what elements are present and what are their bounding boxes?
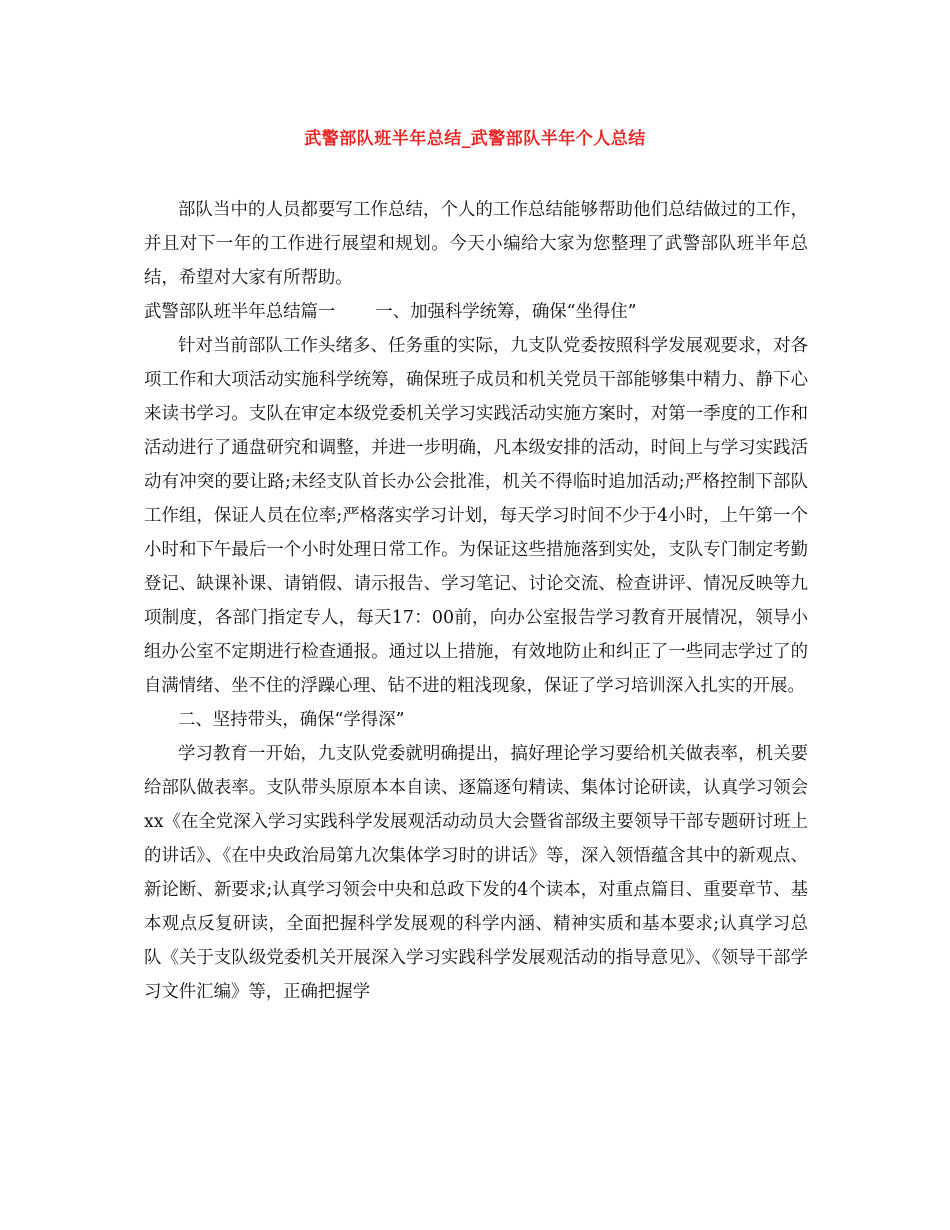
section-line xyxy=(144,295,808,329)
paragraph-2: 学习教育一开始，九支队党委就明确提出，搞好理论学习要给机关做表率，机关要给部队做表率。支队带头原原本本自读、逐篇逐句精读、集体讨论研读，认真学习领会xx《在全党深入学习实践科学发展观活动动员大会暨省部级主要领导干部专题研讨班上的讲话》、《在中央政治局第九次集体学习时的讲话》等，深入领悟蕴含其中的新观点、新论断、新要求;认真学习领会中央和总政下发的4个读本，对重点篇目、重要章节、基本观点反复研读，全面把握科学发展观的科学内涵、精神实质和基本要求;认真学习总队《关于支队级党委机关开展深入学习实践科学发展观活动的指导意见》、《领导干部学习文件汇编》等，正确把握学 xyxy=(144,744,808,1002)
heading-1: 一、加强科学统筹，确保“坐得住” xyxy=(375,302,637,322)
intro-paragraph: 部队当中的人员都要写工作总结，个人的工作总结能够帮助他们总结做过的工作，并且对下一年的工作进行展望和规划。今天小编给大家为您整理了武警部队班半年总结，希望对大家有所帮助。 xyxy=(144,200,808,288)
paragraph-1: 针对当前部队工作头绪多、任务重的实际，九支队党委按照科学发展观要求，对各项工作和大项活动实施科学统筹，确保班子成员和机关党员干部能够集中精力、静下心来读书学习。支队在审定本级党委机关学习实践活动实施方案时，对第一季度的工作和活动进行了通盘研究和调整，并进一步明确，凡本级安排的活动，时间上与学习实践活动有冲突的要让路;未经支队首长办公会批准，机关不得临时追加活动;严格控制下部队工作组，保证人员在位率;严格落实学习计划，每天学习时间不少于4小时，上午第一个小时和下午最后一个小时处理日常工作。为保证这些措施落到实处，支队专门制定考勤登记、缺课补课、请销假、请示报告、学习笔记、讨论交流、检查讲评、情况反映等九项制度，各部门指定专人，每天17：00前，向办公室报告学习教育开展情况，领导小组办公室不定期进行检查通报。通过以上措施，有效地防止和纠正了一些同志学过了的自满情绪、坐不住的浮躁心理、钻不进的粗浅现象，保证了学习培训深入扎实的开展。 xyxy=(144,336,808,696)
heading-2: 二、坚持带头，确保“学得深” xyxy=(178,710,405,730)
document-body xyxy=(144,193,808,1009)
section-label: 武警部队班半年总结篇一 xyxy=(144,302,336,322)
document-title: 武警部队班半年总结_武警部队半年个人总结 xyxy=(304,129,646,149)
